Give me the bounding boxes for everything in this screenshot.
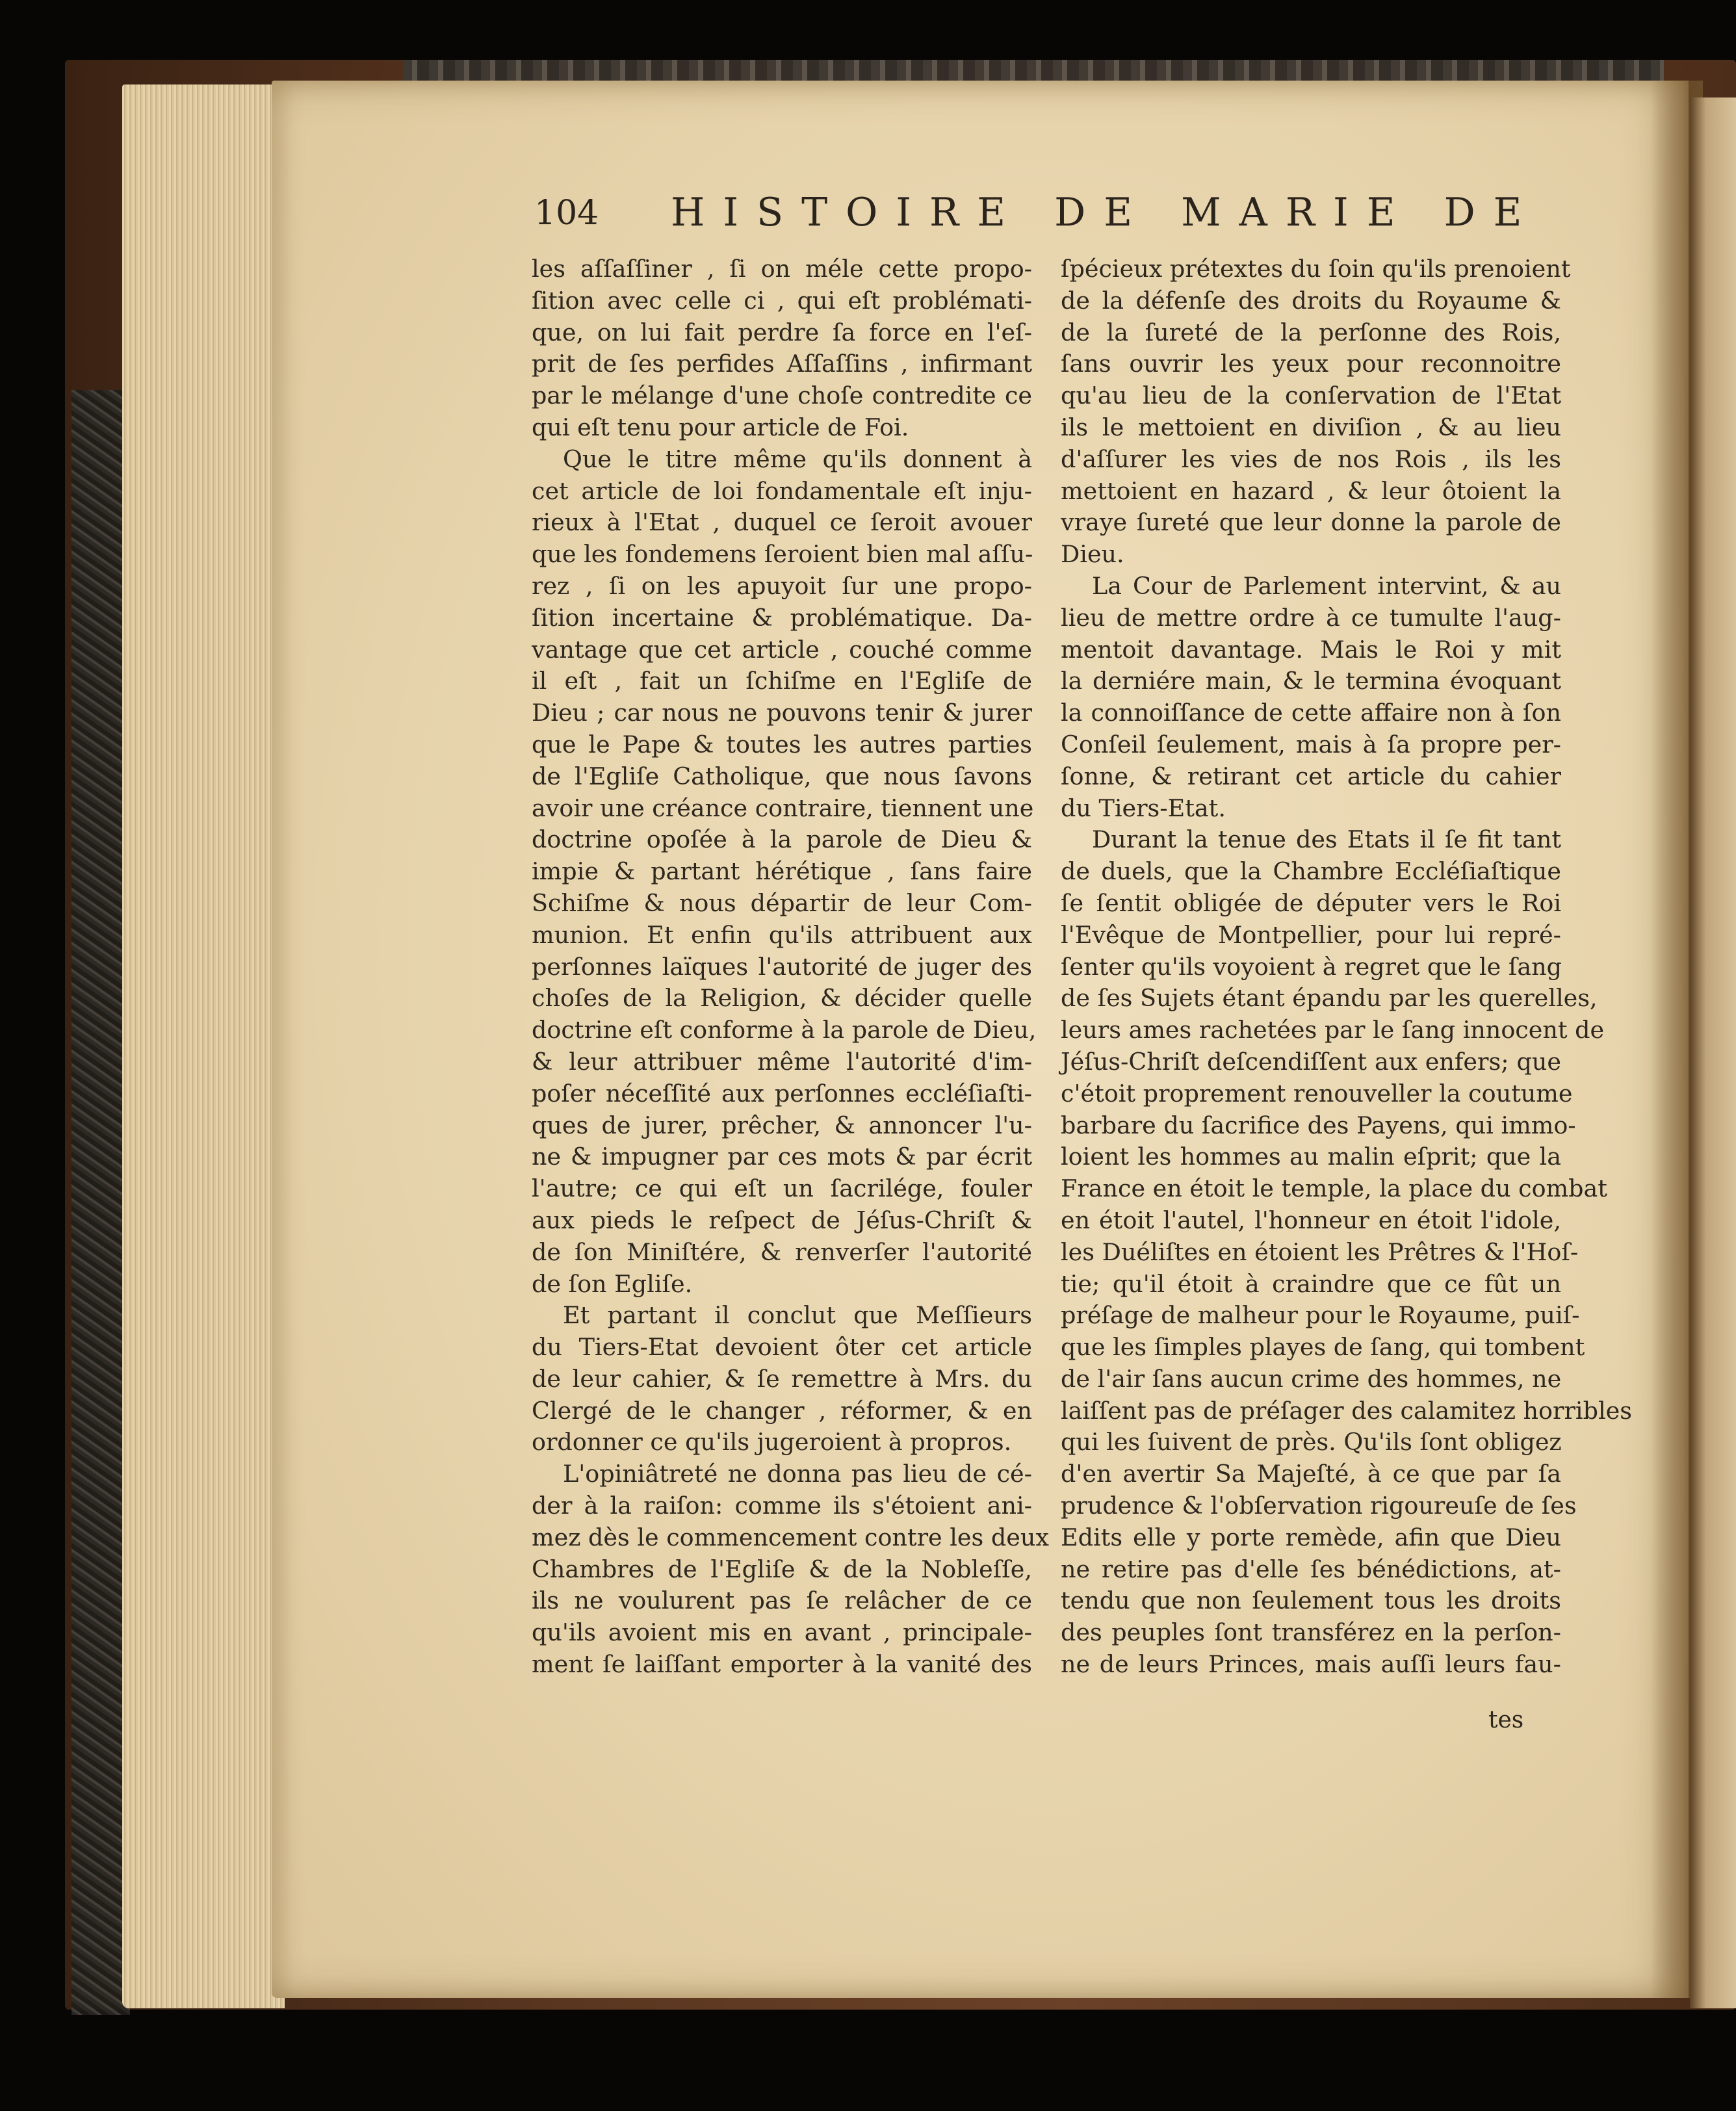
text-line: la connoiſſance de cette affaire non à ſon bbox=[1061, 699, 1561, 727]
text-line: ment ſe laiſſant emporter à la vanité des bbox=[532, 1650, 1032, 1679]
text-line: La Cour de Parlement intervint, & au bbox=[1092, 571, 1561, 600]
text-line: mettoient en hazard , & leur ôtoient la bbox=[1061, 476, 1561, 505]
text-line: avoir une créance contraire, tiennent une bbox=[532, 794, 1034, 822]
text-line: de leur cahier, & ſe remettre à Mrs. du bbox=[532, 1364, 1032, 1393]
text-line: il eſt , fait un ſchiſme en l'Egliſe de bbox=[532, 667, 1032, 695]
facing-page-edge bbox=[1690, 97, 1736, 2008]
text-line: aux pieds le reſpect de Jéſus-Chriſt & bbox=[532, 1206, 1032, 1234]
text-line: cet article de loi fondamentale eſt inju- bbox=[532, 476, 1032, 505]
text-line: laiſſent pas de préſager des calamitez horribles bbox=[1061, 1396, 1632, 1425]
text-line: les aſſaſſiner , ſi on méle cette propo- bbox=[532, 255, 1032, 283]
text-line: préſage de malheur pour le Royaume, puiſ- bbox=[1061, 1301, 1580, 1330]
text-line: doctrine eſt conforme à la parole de Dieu, bbox=[532, 1016, 1037, 1044]
text-line: la derniére main, & le termina évoquant bbox=[1061, 667, 1561, 695]
text-line: que, on lui fait perdre ſa force en l'eſ- bbox=[532, 318, 1032, 346]
text-line: Dieu ; car nous ne pouvons tenir & jurer bbox=[532, 699, 1032, 727]
text-line: du Tiers-Etat. bbox=[1061, 794, 1226, 822]
text-line: ſpécieux prétextes du ſoin qu'ils prenoient bbox=[1061, 255, 1571, 283]
right-text-column bbox=[1061, 253, 1632, 1681]
text-line: ſenter qu'ils voyoient à regret que le ſang bbox=[1061, 952, 1562, 981]
text-line: ils ne voulurent pas ſe relâcher de ce bbox=[532, 1586, 1032, 1615]
text-line: Dieu. bbox=[1061, 540, 1124, 569]
text-line: ne retire pas d'elle ſes bénédictions, at- bbox=[1061, 1555, 1561, 1583]
text-line: ne de leurs Princes, mais auſſi leurs fau- bbox=[1061, 1650, 1561, 1679]
page-header bbox=[534, 190, 1540, 242]
text-line: que le Pape & toutes les autres parties bbox=[532, 730, 1032, 758]
text-line: ſition avec celle ci , qui eſt problémati- bbox=[532, 286, 1032, 315]
text-line: rieux à l'Etat , duquel ce ſeroit avouer bbox=[532, 508, 1032, 537]
text-line: prudence & l'obſervation rigoureuſe de ſes bbox=[1061, 1492, 1577, 1520]
text-line: tendu que non ſeulement tous les droits bbox=[1061, 1586, 1561, 1615]
text-line: der à la raiſon: comme ils s'étoient ani- bbox=[532, 1492, 1032, 1520]
text-line: Conſeil ſeulement, mais à ſa propre per- bbox=[1061, 730, 1561, 758]
text-line: d'aſſurer les vies de nos Rois , ils les bbox=[1061, 445, 1561, 473]
text-line: Chambres de l'Egliſe & de la Nobleſſe, bbox=[532, 1555, 1032, 1583]
text-line: de ſon Egliſe. bbox=[532, 1269, 693, 1298]
text-line: Que le titre même qu'ils donnent à bbox=[563, 445, 1032, 473]
text-line: qu'au lieu de la conſervation de l'Etat bbox=[1061, 382, 1561, 410]
text-line: les Duéliſtes en étoient les Prêtres & l'Hoſ- bbox=[1061, 1237, 1579, 1266]
catchword: tes bbox=[1488, 1707, 1524, 1733]
text-line: c'étoit proprement renouveller la coutume bbox=[1061, 1079, 1573, 1107]
text-line: de l'Egliſe Catholique, que nous ſavons bbox=[532, 762, 1032, 790]
text-line: Durant la tenue des Etats il ſe fit tant bbox=[1092, 825, 1561, 854]
text-line: en étoit l'autel, l'honneur en étoit l'idole, bbox=[1061, 1206, 1561, 1234]
text-line: perſonnes laïques l'autorité de juger des bbox=[532, 952, 1032, 981]
text-line: que les ſimples playes de ſang, qui tombent bbox=[1061, 1333, 1585, 1362]
text-line: mez dès le commencement contre les deux bbox=[532, 1523, 1049, 1551]
text-line: l'autre; ce qui eſt un ſacrilége, fouler bbox=[532, 1174, 1032, 1203]
page-number: 104 bbox=[534, 194, 599, 233]
text-line: loient les hommes au malin eſprit; que la bbox=[1061, 1143, 1561, 1171]
text-line: l'Evêque de Montpellier, pour lui repré- bbox=[1061, 920, 1561, 949]
text-line: des peuples ſont transférez en la perſon- bbox=[1061, 1618, 1561, 1647]
text-line: rez , ſi on les apuyoit ſur une propo- bbox=[532, 571, 1032, 600]
text-line: de la défenſe des droits du Royaume & bbox=[1061, 286, 1561, 315]
text-line: d'en avertir Sa Majeſté, à ce que par ſa bbox=[1061, 1460, 1561, 1488]
text-line: de ſon Miniſtére, & renverſer l'autorité bbox=[532, 1237, 1032, 1266]
text-line: choſes de la Religion, & décider quelle bbox=[532, 984, 1032, 1013]
text-line: ordonner ce qu'ils jugeroient à propros. bbox=[532, 1428, 1012, 1457]
text-line: Jéſus-Chriſt deſcendiſſent aux enfers; que bbox=[1061, 1047, 1561, 1076]
text-line: qu'ils avoient mis en avant , principale- bbox=[532, 1618, 1032, 1647]
text-line: de la ſureté de la perſonne des Rois, bbox=[1061, 318, 1561, 346]
text-line: vantage que cet article , couché comme bbox=[532, 635, 1032, 664]
text-line: ques de jurer, prêcher, & annoncer l'u- bbox=[532, 1111, 1032, 1139]
text-line: Clergé de le changer , réformer, & en bbox=[532, 1396, 1032, 1425]
text-line: L'opiniâtreté ne donna pas lieu de cé- bbox=[563, 1460, 1032, 1488]
text-line: barbare du ſacrifice des Payens, qui immo- bbox=[1061, 1111, 1576, 1139]
text-line: mentoit davantage. Mais le Roi y mit bbox=[1061, 635, 1561, 664]
text-line: doctrine opoſée à la parole de Dieu & bbox=[532, 825, 1032, 854]
text-line: leurs ames rachetées par le ſang innocent de bbox=[1061, 1016, 1605, 1044]
text-line: ſe ſentit obligée de députer vers le Roi bbox=[1061, 888, 1561, 917]
running-title: HISTOIRE DE MARIE DE bbox=[671, 190, 1540, 235]
text-line: de ſes Sujets étant épandu par les querelles, bbox=[1061, 984, 1598, 1013]
text-line: ſition incertaine & problématique. Da- bbox=[532, 603, 1032, 632]
text-line: de l'air ſans aucun crime des hommes, ne bbox=[1061, 1364, 1562, 1393]
text-line: que les fondemens ſeroient bien mal aſſu- bbox=[532, 540, 1033, 569]
marbled-board bbox=[71, 390, 130, 2015]
text-line: & leur attribuer même l'autorité d'im- bbox=[532, 1047, 1032, 1076]
text-line: impie & partant hérétique , ſans faire bbox=[532, 857, 1032, 886]
text-line: vraye ſureté que leur donne la parole de bbox=[1061, 508, 1561, 537]
left-text-column bbox=[532, 253, 1049, 1681]
text-line: ils le mettoient en diviſion , & au lieu bbox=[1061, 413, 1561, 441]
page-edges bbox=[122, 84, 285, 2008]
text-line: ſans ouvrir les yeux pour reconnoitre bbox=[1061, 350, 1561, 378]
text-line: ſonne, & retirant cet article du cahier bbox=[1061, 762, 1561, 790]
text-line: Schiſme & nous départir de leur Com- bbox=[532, 888, 1032, 917]
text-line: de duels, que la Chambre Eccléſiaſtique bbox=[1061, 857, 1561, 886]
text-line: lieu de mettre ordre à ce tumulte l'aug- bbox=[1061, 603, 1561, 632]
text-line: du Tiers-Etat devoient ôter cet article bbox=[532, 1333, 1032, 1362]
text-line: ne & impugner par ces mots & par écrit bbox=[532, 1143, 1032, 1171]
text-line: Et partant il conclut que Meſſieurs bbox=[563, 1301, 1032, 1330]
text-line: prit de ſes perfides Aſſaſſins , infirmant bbox=[532, 350, 1032, 378]
text-line: Edits elle y porte remède, afin que Dieu bbox=[1061, 1523, 1561, 1551]
text-line: France en étoit le temple, la place du combat bbox=[1061, 1174, 1607, 1203]
text-line: tie; qu'il étoit à craindre que ce fût un bbox=[1061, 1269, 1561, 1298]
text-line: poſer néceſſité aux perſonnes eccléſiaſti- bbox=[532, 1079, 1032, 1107]
text-line: qui les ſuivent de près. Qu'ils ſont obligez bbox=[1061, 1428, 1562, 1457]
text-line: par le mélange d'une choſe contredite ce bbox=[532, 382, 1032, 410]
text-line: munion. Et enfin qu'ils attribuent aux bbox=[532, 920, 1032, 949]
text-line: qui eſt tenu pour article de Foi. bbox=[532, 413, 909, 441]
